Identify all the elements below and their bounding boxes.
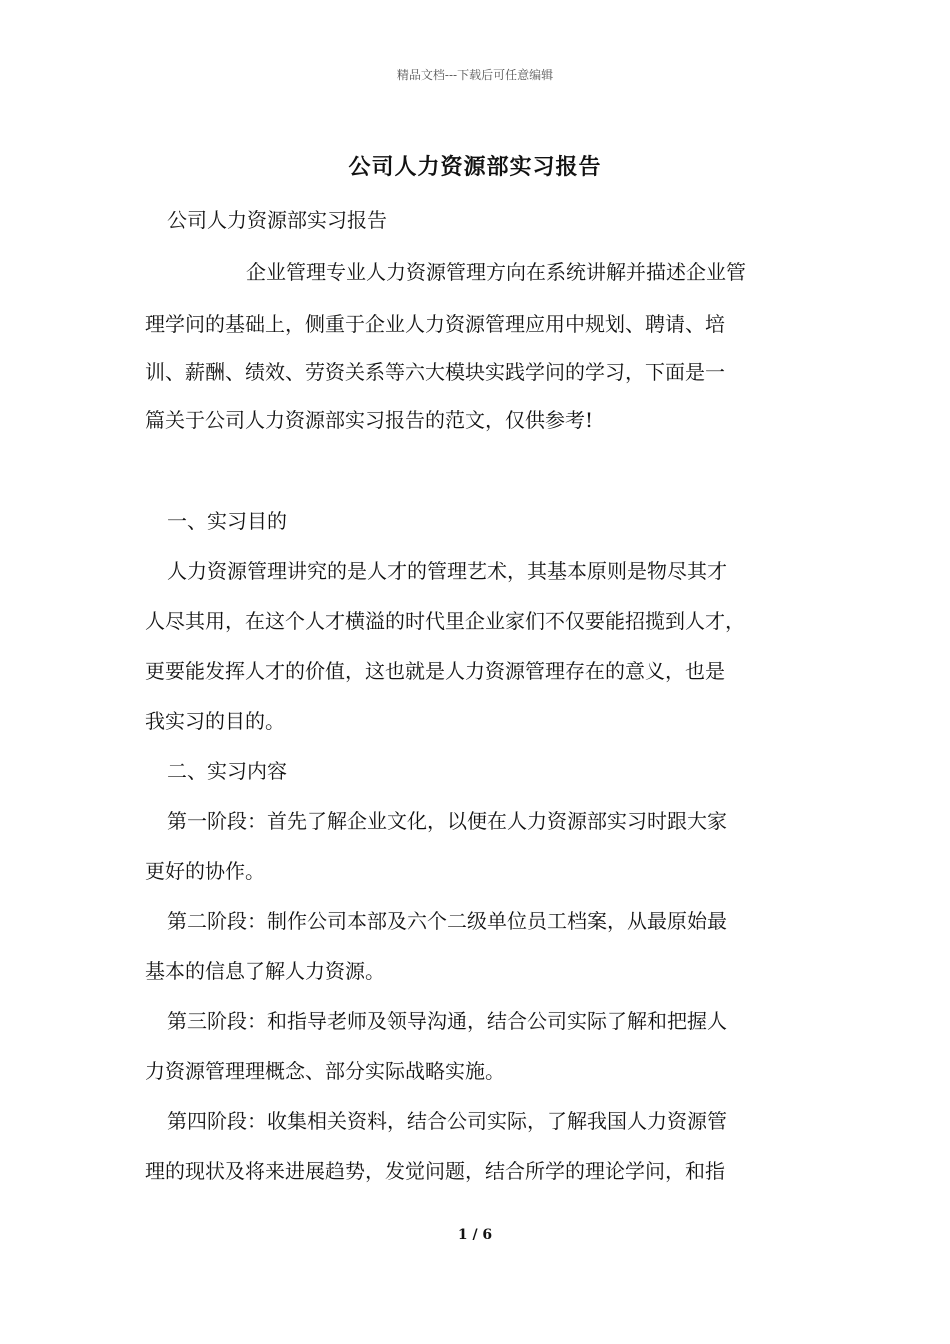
intro-line-3: 训、薪酬、绩效、劳资关系等六大模块实践学问的学习，下面是一 <box>145 360 725 384</box>
subtitle: 公司人力资源部实习报告 <box>167 208 387 232</box>
stage3-line-1: 第三阶段：和指导老师及领导沟通，结合公司实际了解和把握人 <box>167 1009 727 1033</box>
purpose-line-4: 我实习的目的。 <box>145 709 285 733</box>
page-number: 1 / 6 <box>457 1227 493 1243</box>
section-heading-purpose: 一、实习目的 <box>167 509 287 533</box>
stage2-line-2: 基本的信息了解人力资源。 <box>145 959 385 983</box>
document-title: 公司人力资源部实习报告 <box>348 154 602 180</box>
page-header: 精品文档---下载后可任意编辑 <box>396 68 554 82</box>
stage1-line-1: 第一阶段：首先了解企业文化，以便在人力资源部实习时跟大家 <box>167 809 727 833</box>
purpose-line-2: 人尽其用，在这个人才横溢的时代里企业家们不仅要能招揽到人才， <box>145 609 745 633</box>
stage4-line-1: 第四阶段：收集相关资料，结合公司实际，了解我国人力资源管 <box>167 1109 727 1133</box>
stage3-line-2: 力资源管理理概念、部分实际战略实施。 <box>145 1059 505 1083</box>
intro-line-2: 理学问的基础上，侧重于企业人力资源管理应用中规划、聘请、培 <box>145 312 725 336</box>
intro-line-4: 篇关于公司人力资源部实习报告的范文，仅供参考! <box>145 408 594 432</box>
stage1-line-2: 更好的协作。 <box>145 859 265 883</box>
stage2-line-1: 第二阶段：制作公司本部及六个二级单位员工档案，从最原始最 <box>167 909 727 933</box>
intro-line-1: 企业管理专业人力资源管理方向在系统讲解并描述企业管 <box>246 260 746 284</box>
stage4-line-2: 理的现状及将来进展趋势，发觉问题，结合所学的理论学问，和指 <box>145 1159 725 1183</box>
purpose-line-1: 人力资源管理讲究的是人才的管理艺术，其基本原则是物尽其才 <box>167 559 727 583</box>
section-heading-content: 二、实习内容 <box>167 759 287 783</box>
purpose-line-3: 更要能发挥人才的价值，这也就是人力资源管理存在的意义，也是 <box>145 659 725 683</box>
